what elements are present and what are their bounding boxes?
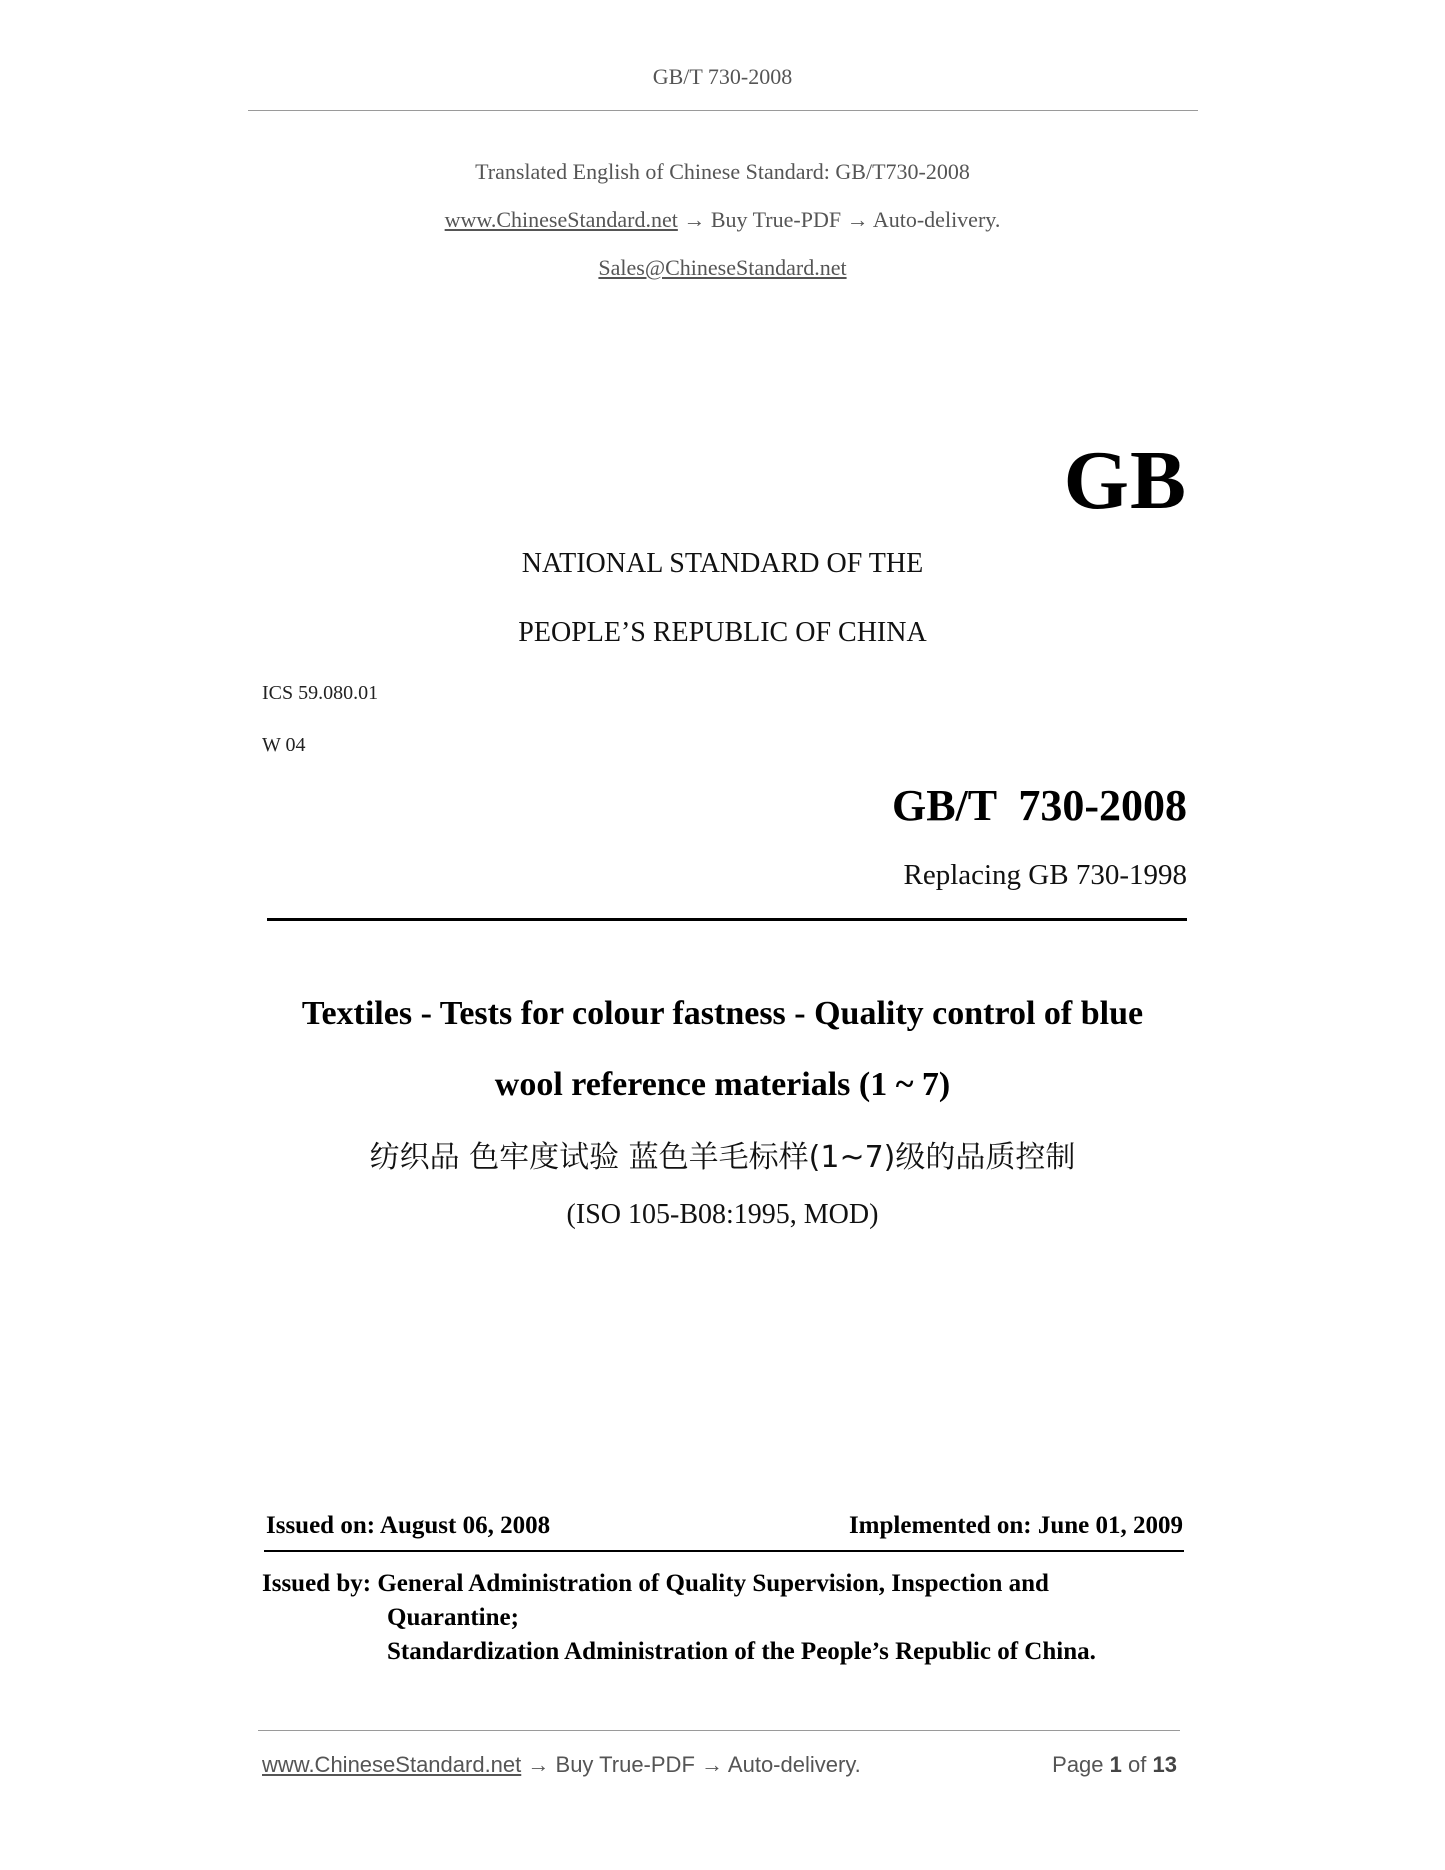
title-divider bbox=[267, 918, 1187, 921]
national-standard-line2: PEOPLE’S REPUBLIC OF CHINA bbox=[518, 617, 927, 648]
classification-code: W 04 bbox=[262, 734, 306, 756]
ics-code: ICS 59.080.01 bbox=[262, 682, 379, 704]
english-title-line2: wool reference materials (1 ~ 7) bbox=[494, 1066, 951, 1103]
footer-auto-delivery-text: Auto-delivery. bbox=[727, 1752, 861, 1777]
of-label: of bbox=[1128, 1752, 1147, 1777]
arrow-icon: → bbox=[701, 1752, 724, 1777]
replacing-standard: Replacing GB 730-1998 bbox=[903, 859, 1187, 891]
page-indicator bbox=[1052, 1752, 1177, 1778]
issued-by-line3: Standardization Administration of the People’s Republic of China. bbox=[387, 1638, 1096, 1665]
auto-delivery-text: Auto-delivery. bbox=[872, 207, 1001, 232]
arrow-icon: → bbox=[846, 207, 869, 232]
email-link[interactable]: Sales@ChineseStandard.net bbox=[598, 255, 847, 280]
issued-divider bbox=[264, 1550, 1184, 1552]
footer-website-link[interactable]: www.ChineseStandard.net bbox=[262, 1752, 522, 1777]
issued-by-line2: Quarantine; bbox=[387, 1604, 519, 1631]
email-line bbox=[0, 255, 1445, 281]
implemented-on-date: Implemented on: June 01, 2009 bbox=[848, 1512, 1183, 1539]
buy-pdf-text: Buy True-PDF bbox=[710, 207, 842, 232]
footer-divider bbox=[258, 1730, 1180, 1731]
header-divider bbox=[248, 110, 1198, 111]
arrow-icon: → bbox=[527, 1752, 550, 1777]
footer-buy-text: Buy True-PDF bbox=[555, 1752, 695, 1777]
issued-by bbox=[262, 1567, 1202, 1669]
chinese-title: 纺织品 色牢度试验 蓝色羊毛标样(1~7)级的品质控制 bbox=[369, 1140, 1076, 1175]
running-header: GB/T 730-2008 bbox=[652, 64, 793, 89]
standard-number: GB/T 730-2008 bbox=[891, 781, 1187, 830]
footer-purchase-line bbox=[262, 1752, 861, 1778]
translation-notice: Translated English of Chinese Standard: GB/T730-2008 bbox=[475, 159, 970, 184]
arrow-icon: → bbox=[683, 207, 706, 232]
issued-on-date: Issued on: August 06, 2008 bbox=[266, 1512, 551, 1539]
english-title-line1: Textiles - Tests for colour fastness - Quality control of blue bbox=[301, 995, 1144, 1032]
website-link[interactable]: www.ChineseStandard.net bbox=[444, 207, 678, 232]
total-pages: 13 bbox=[1152, 1752, 1177, 1777]
purchase-line bbox=[0, 207, 1445, 233]
national-standard-line1: NATIONAL STANDARD OF THE bbox=[521, 548, 924, 579]
iso-reference: (ISO 105-B08:1995, MOD) bbox=[566, 1199, 879, 1230]
page-number: 1 bbox=[1109, 1752, 1122, 1777]
gb-mark: GB bbox=[1063, 434, 1187, 527]
issued-by-line1: Issued by: General Administration of Quality Supervision, Inspection and bbox=[262, 1570, 1049, 1597]
page-label: Page bbox=[1052, 1752, 1104, 1777]
